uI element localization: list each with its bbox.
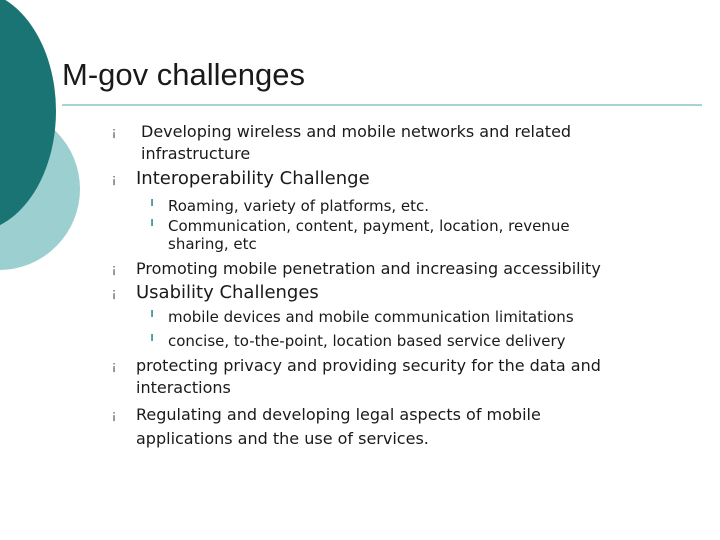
title-underline: [62, 104, 702, 106]
bullet-text: Usability Challenges: [136, 282, 319, 303]
hollow-bullet-icon: ¡: [111, 359, 117, 373]
bullet-text: Communication, content, payment, location, revenue: [168, 217, 570, 235]
bullet-text: infrastructure: [141, 144, 251, 163]
dot-bullet-icon: l: [150, 334, 154, 344]
hollow-bullet-icon: ¡: [111, 262, 117, 276]
bullet-text: applications and the use of services.: [136, 429, 429, 448]
dot-bullet-icon: l: [150, 219, 154, 229]
dot-bullet-icon: l: [150, 199, 154, 209]
hollow-bullet-icon: ¡: [111, 286, 117, 300]
bullet-text: sharing, etc: [168, 235, 257, 253]
bullet-text: Regulating and developing legal aspects of mobile: [136, 405, 541, 424]
hollow-bullet-icon: ¡: [111, 408, 117, 422]
bullet-text: Promoting mobile penetration and increasing accessibility: [136, 259, 601, 278]
bullet-text: interactions: [136, 378, 231, 397]
bullet-text: concise, to-the-point, location based service delivery: [168, 332, 566, 350]
bullet-text: Interoperability Challenge: [136, 168, 370, 189]
dot-bullet-icon: l: [150, 310, 154, 320]
slide-title: M-gov challenges: [62, 57, 305, 92]
bullet-text: mobile devices and mobile communication limitations: [168, 308, 574, 326]
hollow-bullet-icon: ¡: [111, 172, 117, 186]
bullet-text: Roaming, variety of platforms, etc.: [168, 197, 430, 215]
hollow-bullet-icon: ¡: [111, 125, 117, 139]
bullet-text: protecting privacy and providing security for the data and: [136, 356, 601, 375]
bullet-text: Developing wireless and mobile networks and related: [141, 122, 572, 141]
